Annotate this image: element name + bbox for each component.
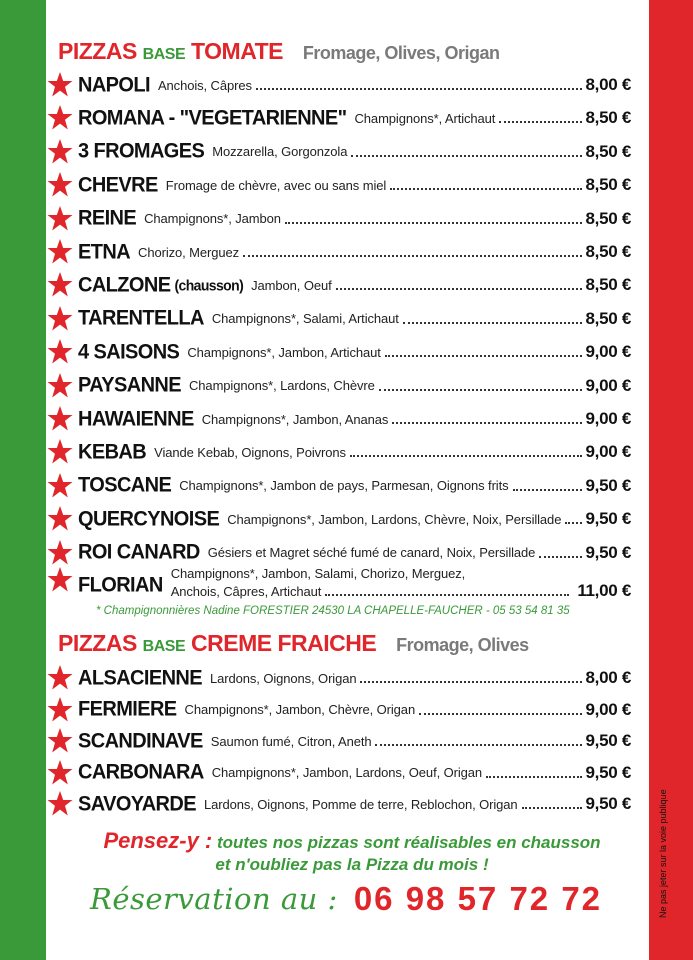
pizza-price: 9,50 € <box>585 542 631 562</box>
star-icon <box>46 305 74 333</box>
title-type: CREME FRAICHE <box>191 630 377 656</box>
pizza-price: 9,50 € <box>585 762 631 782</box>
menu-item <box>46 204 631 234</box>
leader-dots <box>336 288 582 290</box>
menu-item <box>46 758 631 788</box>
pizza-price: 9,50 € <box>585 731 631 750</box>
pizza-price: 11,00 € <box>577 581 631 600</box>
pizza-desc-line2: Anchois, Câpres, Artichaut <box>170 583 322 599</box>
pizza-name: FLORIAN <box>78 573 163 597</box>
pizza-name: ETNA <box>78 239 131 264</box>
pizza-name: QUERCYNOISE <box>78 507 220 531</box>
pizza-desc: Champignons*, Jambon, Lardons, Oeuf, Origan <box>211 765 483 780</box>
menu-item <box>46 695 631 725</box>
leader-dots <box>486 776 582 778</box>
pizza-price: 9,50 € <box>585 475 631 495</box>
pizza-name: 4 SAISONS <box>78 340 180 364</box>
pizza-price: 8,00 € <box>585 668 631 687</box>
pizza-name: TARENTELLA <box>78 306 204 330</box>
menu-item <box>46 504 631 534</box>
leader-dots <box>513 489 582 491</box>
leader-dots <box>285 222 582 224</box>
pizza-desc: Champignons*, Jambon, Artichaut <box>187 344 381 360</box>
leader-dots <box>350 455 582 457</box>
section-title-creme <box>58 630 529 657</box>
pizza-name: KEBAB <box>78 440 147 464</box>
menu-item <box>46 789 631 819</box>
title-main: PIZZAS <box>58 38 137 64</box>
pizza-desc: Fromage de chèvre, avec ou sans miel <box>165 177 387 193</box>
pizza-name: SAVOYARDE <box>78 791 196 816</box>
green-stripe <box>0 0 46 960</box>
pizza-name: FERMIERE <box>78 697 177 721</box>
section-title-tomate <box>58 38 499 65</box>
pizza-name: ROI CANARD <box>78 540 200 564</box>
pizza-desc: Gésiers et Magret séché fumé de canard, Noix, Persillade <box>207 545 536 561</box>
pizza-price: 9,00 € <box>585 375 631 395</box>
star-icon <box>46 405 74 433</box>
pizza-desc: Champignons*, Jambon, Lardons, Chèvre, Noix, Persillade <box>227 511 562 527</box>
pizza-name: SCANDINAVE <box>78 728 203 753</box>
pizza-price: 9,00 € <box>585 342 631 362</box>
star-icon <box>46 790 74 818</box>
pizza-desc-line1: Champignons*, Jambon, Salami, Chorizo, Merguez, <box>170 566 466 581</box>
pizza-name: 3 FROMAGES <box>78 139 205 163</box>
pizza-price: 8,50 € <box>585 242 631 261</box>
star-icon <box>46 438 74 466</box>
section-subtitle: Fromage, Olives <box>396 635 529 655</box>
pizza-price: 8,50 € <box>585 175 631 195</box>
red-stripe <box>649 0 693 960</box>
leader-dots <box>522 807 582 809</box>
pizza-desc: Champignons*, Jambon <box>144 211 281 227</box>
leader-dots <box>379 389 582 391</box>
star-icon <box>46 664 74 692</box>
section-subtitle: Fromage, Olives, Origan <box>302 43 500 63</box>
pizza-price: 8,00 € <box>585 75 631 94</box>
menu-item <box>46 404 631 434</box>
leader-dots <box>390 188 581 190</box>
star-icon <box>46 759 74 787</box>
pizza-price: 9,50 € <box>585 509 631 529</box>
pizza-desc: Champignons*, Artichaut <box>354 110 496 126</box>
leader-dots <box>539 556 581 558</box>
pensez-line1: toutes nos pizzas sont réalisables en chausson <box>217 833 601 852</box>
menu-item <box>46 137 631 167</box>
reservation-label: Réservation au : <box>90 882 338 916</box>
pizza-desc: Mozzarella, Gorgonzola <box>212 144 348 160</box>
pensez-line2: et n'oubliez pas la Pizza du mois ! <box>215 855 489 874</box>
pizza-desc: Champignons*, Lardons, Chèvre <box>189 378 375 394</box>
menu-item <box>46 70 631 100</box>
title-base: BASE <box>142 46 186 63</box>
leader-dots <box>403 322 582 324</box>
star-icon <box>46 539 74 567</box>
pizza-desc: Champignons*, Jambon de pays, Parmesan, Oignons frits <box>179 478 509 494</box>
pizza-desc: Champignons*, Jambon, Ananas <box>201 411 389 427</box>
star-icon <box>46 171 74 199</box>
pizza-desc: Saumon fumé, Citron, Aneth <box>210 733 372 749</box>
pizza-name: ALSACIENNE <box>78 665 203 690</box>
litter-note: Ne pas jeter sur la voie publique <box>658 789 668 918</box>
star-icon <box>46 505 74 533</box>
pizza-name: ROMANA - "VEGETARIENNE" <box>78 106 347 130</box>
pizza-desc: Lardons, Oignons, Origan <box>210 670 357 686</box>
menu-item <box>46 538 631 568</box>
menu-item <box>46 304 631 334</box>
pizza-name: REINE <box>78 206 137 230</box>
pizza-desc: Champignons*, Jambon, Chèvre, Origan <box>184 702 416 717</box>
pensez-lead: Pensez-y : <box>103 828 213 853</box>
star-icon <box>46 238 74 266</box>
menu-item <box>46 170 631 200</box>
pensez-banner <box>72 830 632 876</box>
title-main: PIZZAS <box>58 630 137 656</box>
leader-dots <box>256 88 582 90</box>
star-icon <box>46 205 74 233</box>
leader-dots <box>565 522 581 524</box>
leader-dots <box>325 594 569 596</box>
pizza-price: 9,00 € <box>585 442 631 462</box>
menu-item-florian <box>46 566 631 606</box>
leader-dots <box>392 422 581 424</box>
pizza-desc: Viande Kebab, Oignons, Poivrons <box>154 444 346 460</box>
pizza-price: 9,00 € <box>585 699 631 719</box>
pizza-price: 8,50 € <box>585 141 631 161</box>
menu-item <box>46 663 631 693</box>
menu-page <box>46 0 668 960</box>
star-icon <box>46 372 74 400</box>
mushroom-footnote: * Champignonnières Nadine FORESTIER 24530 LA CHAPELLE-FAUCHER - 05 53 54 81 35 <box>96 605 570 617</box>
pizza-name: NAPOLI <box>78 72 150 97</box>
title-base: BASE <box>142 638 186 655</box>
menu-item <box>46 371 631 401</box>
reservation-phone[interactable]: 06 98 57 72 72 <box>353 880 603 917</box>
pizza-price: 8,50 € <box>585 208 631 228</box>
menu-item <box>46 726 631 756</box>
pizza-desc: Lardons, Oignons, Pomme de terre, Reblochon, Origan <box>203 796 518 812</box>
star-icon <box>46 472 74 500</box>
star-icon <box>46 71 74 99</box>
pizza-desc: Jambon, Oeuf <box>251 277 332 293</box>
pizza-desc-block <box>171 566 631 601</box>
pizza-desc: Chorizo, Merguez <box>138 244 240 260</box>
leader-dots <box>385 355 582 357</box>
pizza-name: CALZONE <box>78 273 171 297</box>
leader-dots <box>499 121 581 123</box>
star-icon <box>46 566 74 594</box>
pizza-price: 9,50 € <box>585 794 631 813</box>
star-icon <box>46 338 74 366</box>
pizza-name: CARBONARA <box>78 760 204 784</box>
leader-dots <box>419 713 581 715</box>
pizza-name: CHEVRE <box>78 173 158 197</box>
star-icon <box>46 138 74 166</box>
menu-item <box>46 437 631 467</box>
pizza-name: PAYSANNE <box>78 373 182 397</box>
pizza-name-extra: (chausson) <box>174 276 244 294</box>
reservation-block <box>90 880 602 918</box>
menu-item <box>46 103 631 133</box>
menu-item <box>46 471 631 501</box>
pizza-price: 9,00 € <box>585 409 631 428</box>
leader-dots <box>351 155 581 157</box>
pizza-price: 8,50 € <box>585 275 631 295</box>
star-icon <box>46 727 74 755</box>
pizza-name: HAWAIENNE <box>78 406 194 431</box>
title-type: TOMATE <box>191 38 283 64</box>
leader-dots <box>243 255 581 257</box>
pizza-price: 8,50 € <box>585 308 631 328</box>
leader-dots <box>375 744 581 746</box>
menu-item <box>46 337 631 367</box>
leader-dots <box>360 681 581 683</box>
star-icon <box>46 271 74 299</box>
menu-item <box>46 270 631 300</box>
pizza-desc: Anchois, Câpres <box>157 77 252 93</box>
star-icon <box>46 104 74 132</box>
pizza-desc: Champignons*, Salami, Artichaut <box>211 311 399 327</box>
star-icon <box>46 696 74 724</box>
pizza-price: 8,50 € <box>585 108 631 128</box>
pizza-name: TOSCANE <box>78 473 172 497</box>
menu-item <box>46 237 631 267</box>
